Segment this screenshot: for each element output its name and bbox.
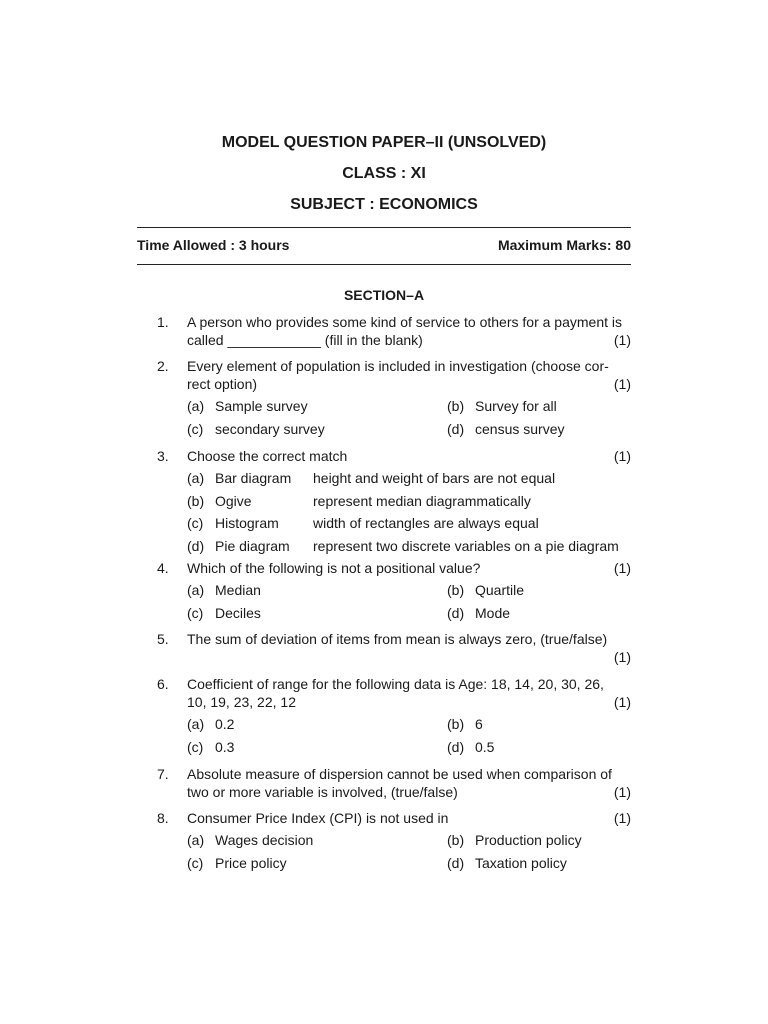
option-text: secondary survey bbox=[215, 421, 325, 437]
match-description: represent two discrete variables on a pie diagram bbox=[313, 537, 619, 554]
question-text: Every element of population is included in investigation (choose cor- bbox=[187, 358, 609, 374]
match-term: Pie diagram bbox=[215, 537, 290, 554]
question-list bbox=[157, 313, 631, 872]
question-1 bbox=[157, 313, 631, 349]
option-label: (a) bbox=[187, 832, 205, 848]
question-text: Absolute measure of dispersion cannot be used when comparison of bbox=[187, 766, 612, 782]
option-text: 0.3 bbox=[215, 739, 235, 755]
question-number: 2. bbox=[157, 358, 169, 374]
option-text: Deciles bbox=[215, 605, 261, 621]
question-text-continued: 10, 19, 23, 22, 12 bbox=[187, 694, 296, 710]
option-label: (b) bbox=[447, 716, 465, 732]
subject-line: SUBJECT : ECONOMICS bbox=[290, 196, 478, 213]
match-row bbox=[187, 537, 631, 560]
option-text: Taxation policy bbox=[475, 855, 567, 871]
option-grid bbox=[187, 397, 631, 438]
question-marks: (1) bbox=[613, 649, 631, 665]
option-text: Production policy bbox=[475, 832, 582, 848]
question-number: 4. bbox=[157, 560, 169, 576]
option-label: (c) bbox=[187, 605, 204, 621]
question-text-continued: two or more variable is involved, (true/false) bbox=[187, 784, 458, 800]
match-term: Bar diagram bbox=[215, 470, 292, 486]
match-term: Ogive bbox=[215, 492, 252, 509]
question-6 bbox=[157, 675, 631, 756]
question-number: 7. bbox=[157, 766, 169, 782]
option-label: (a) bbox=[187, 398, 205, 414]
question-marks: (1) bbox=[613, 448, 631, 464]
option-c bbox=[187, 604, 447, 622]
option-label: (b) bbox=[187, 492, 205, 509]
question-2 bbox=[157, 357, 631, 438]
section-title: SECTION–A bbox=[343, 287, 425, 303]
option-grid bbox=[187, 715, 631, 756]
question-5 bbox=[157, 630, 631, 666]
question-marks: (1) bbox=[613, 784, 631, 800]
option-grid bbox=[187, 831, 631, 872]
question-text: A person who provides some kind of service to others for a payment is bbox=[187, 314, 622, 330]
option-label: (d) bbox=[447, 739, 465, 755]
question-number: 3. bbox=[157, 448, 169, 464]
question-marks: (1) bbox=[613, 376, 631, 392]
match-row bbox=[187, 514, 631, 537]
match-description: height and weight of bars are not equal bbox=[313, 470, 556, 486]
option-text: Sample survey bbox=[215, 398, 308, 414]
option-label: (b) bbox=[447, 832, 465, 848]
option-b bbox=[447, 715, 661, 733]
option-text: 0.5 bbox=[475, 739, 495, 755]
option-label: (c) bbox=[187, 515, 204, 531]
question-text: Consumer Price Index (CPI) is not used in bbox=[187, 810, 449, 826]
option-label: (a) bbox=[187, 716, 205, 732]
option-d bbox=[447, 420, 661, 438]
option-a bbox=[187, 831, 447, 849]
question-text: The sum of deviation of items from mean is always zero, (true/false) bbox=[187, 631, 608, 647]
question-4 bbox=[157, 559, 631, 622]
question-number: 8. bbox=[157, 810, 169, 826]
match-description: width of rectangles are always equal bbox=[313, 515, 539, 531]
option-label: (b) bbox=[447, 582, 465, 598]
time-allowed: Time Allowed : 3 hours bbox=[137, 237, 290, 253]
option-label: (c) bbox=[187, 855, 204, 871]
question-number: 6. bbox=[157, 676, 169, 692]
option-b bbox=[447, 397, 661, 415]
option-c bbox=[187, 420, 447, 438]
option-text: Mode bbox=[475, 605, 511, 621]
match-row bbox=[187, 492, 631, 515]
option-d bbox=[447, 738, 661, 756]
option-label: (c) bbox=[187, 739, 204, 755]
option-b bbox=[447, 581, 661, 599]
option-text: Survey for all bbox=[475, 398, 557, 414]
question-marks: (1) bbox=[613, 694, 631, 710]
question-text: Which of the following is not a positional value? bbox=[187, 560, 481, 576]
match-table bbox=[187, 469, 631, 559]
question-number: 1. bbox=[157, 314, 169, 330]
option-label: (b) bbox=[447, 398, 465, 414]
question-3 bbox=[157, 447, 631, 559]
top-divider bbox=[137, 227, 631, 228]
match-term: Histogram bbox=[215, 515, 279, 531]
option-d bbox=[447, 604, 661, 622]
option-text: census survey bbox=[475, 421, 565, 437]
match-row bbox=[187, 469, 631, 492]
question-marks: (1) bbox=[613, 560, 631, 576]
option-label: (d) bbox=[187, 537, 205, 554]
class-line: CLASS : XI bbox=[342, 165, 426, 182]
question-marks: (1) bbox=[613, 810, 631, 826]
match-description: represent median diagrammatically bbox=[313, 492, 531, 509]
option-grid bbox=[187, 581, 631, 622]
option-d bbox=[447, 854, 661, 872]
bottom-divider bbox=[137, 264, 631, 265]
question-text: Choose the correct match bbox=[187, 448, 348, 464]
option-a bbox=[187, 581, 447, 599]
option-label: (d) bbox=[447, 421, 465, 437]
question-number: 5. bbox=[157, 631, 169, 647]
option-text: Wages decision bbox=[215, 832, 314, 848]
option-label: (a) bbox=[187, 470, 205, 486]
question-marks: (1) bbox=[613, 332, 631, 348]
option-c bbox=[187, 854, 447, 872]
option-text: Price policy bbox=[215, 855, 287, 871]
maximum-marks: Maximum Marks: 80 bbox=[497, 237, 631, 253]
option-label: (d) bbox=[447, 605, 465, 621]
question-text-continued: called ____________ (fill in the blank) bbox=[187, 332, 423, 348]
question-text: Coefficient of range for the following data is Age: 18, 14, 20, 30, 26, bbox=[187, 676, 604, 692]
option-text: Median bbox=[215, 582, 261, 598]
option-text: Quartile bbox=[475, 582, 525, 598]
question-8 bbox=[157, 809, 631, 872]
option-label: (d) bbox=[447, 855, 465, 871]
option-text: 6 bbox=[475, 716, 483, 732]
option-text: 0.2 bbox=[215, 716, 235, 732]
option-label: (a) bbox=[187, 582, 205, 598]
question-text-continued: rect option) bbox=[187, 376, 258, 392]
question-7 bbox=[157, 765, 631, 801]
option-label: (c) bbox=[187, 421, 204, 437]
paper-title: MODEL QUESTION PAPER–II (UNSOLVED) bbox=[221, 134, 547, 151]
option-b bbox=[447, 831, 661, 849]
option-a bbox=[187, 715, 447, 733]
option-c bbox=[187, 738, 447, 756]
option-a bbox=[187, 397, 447, 415]
